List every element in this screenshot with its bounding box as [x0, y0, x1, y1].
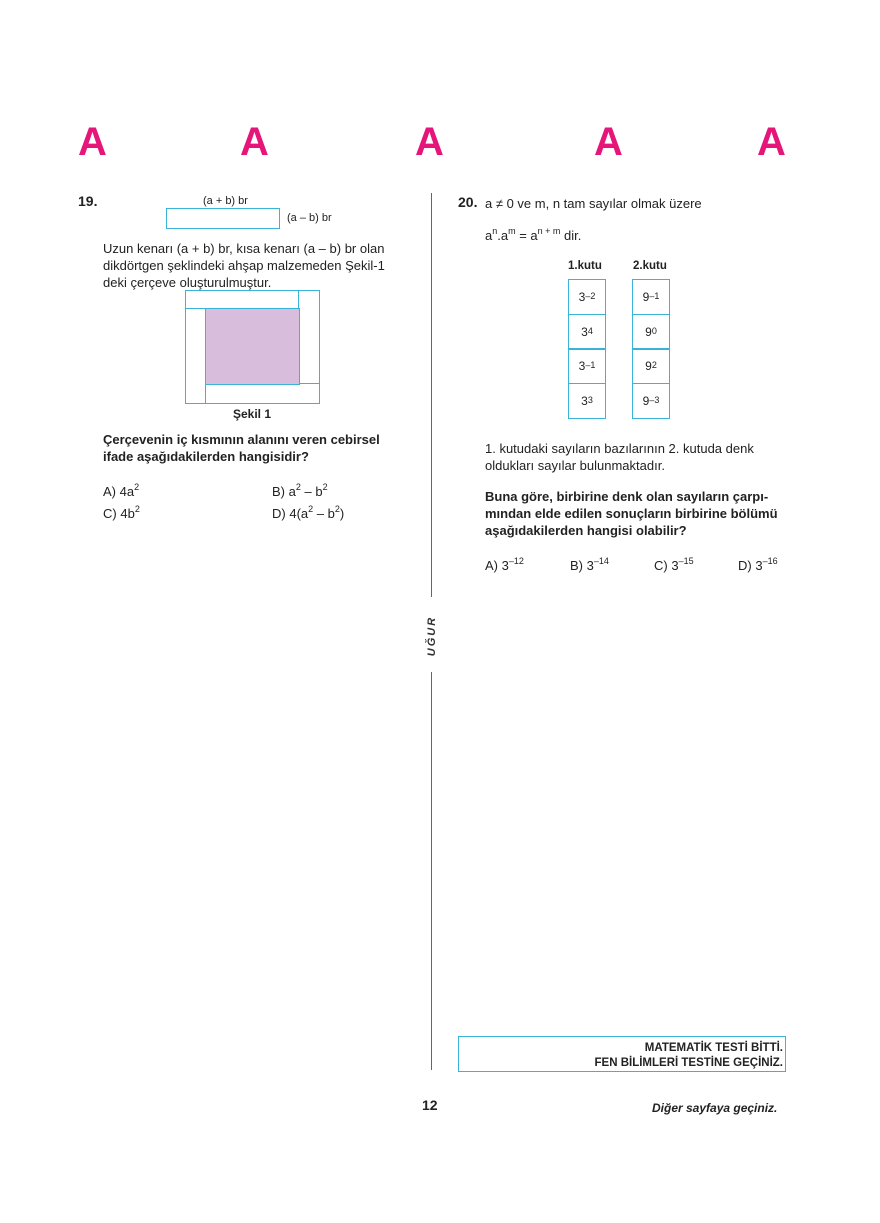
q19-frame-figure: [185, 290, 320, 404]
frame-left-strip: [185, 308, 207, 404]
q20-question-line-1: Buna göre, birbirine denk olan sayıların çarpı-: [485, 489, 769, 504]
question-20-number: 20.: [458, 194, 478, 210]
option-exponent: –16: [762, 555, 778, 566]
q20-question: [485, 488, 790, 539]
formula-exponent: n: [492, 225, 498, 236]
cell-base: 9: [642, 290, 650, 304]
frame-inner-area: [205, 308, 300, 385]
formula-part: = a: [515, 228, 538, 243]
option-exponent: 2: [334, 503, 340, 514]
box-2-cell: 9 $^{-3}$: [632, 383, 670, 419]
q19-option-b[interactable]: [272, 483, 328, 500]
option-exponent: 2: [308, 503, 314, 514]
option-text: A) 3: [485, 558, 509, 573]
box-2-cell: 9 $^0$: [632, 314, 670, 350]
q20-option-d[interactable]: [738, 557, 778, 574]
column-divider-top: [431, 193, 432, 597]
formula-part: a: [485, 228, 493, 243]
option-label: D): [272, 506, 286, 521]
booklet-letter-4: A: [594, 120, 623, 164]
cell-base: 3: [581, 393, 588, 408]
question-19-number: 19.: [78, 193, 98, 209]
spine-brand: [422, 612, 442, 662]
box-1-cell: 3 $^{-1}$: [568, 348, 606, 384]
option-text: 4a: [119, 484, 135, 499]
option-text: C) 3: [654, 558, 679, 573]
q20-option-a[interactable]: [485, 557, 524, 574]
end-notice-line-1: MATEMATİK TESTİ BİTTİ.: [644, 1042, 783, 1054]
option-text: a: [288, 484, 296, 499]
option-text: 4b: [120, 506, 135, 521]
box-1-cell: 3 $^3$: [568, 383, 606, 419]
spine-brand-text: UĞUR: [426, 615, 438, 657]
booklet-letter-1: A: [78, 120, 107, 164]
q20-question-line-3: aşağıdakilerden hangisi olabilir?: [485, 523, 687, 538]
box-1-cell: 3 $^{-2}$: [568, 279, 606, 315]
q20-paragraph: [485, 440, 785, 474]
option-exponent: –15: [678, 555, 694, 566]
q19-paragraph-line-2: dikdörtgen şeklindeki ahşap malzemeden Şekil-1: [103, 258, 385, 273]
option-text: B) 3: [570, 558, 594, 573]
cell-base: 3: [578, 359, 586, 373]
option-exponent: 2: [322, 481, 328, 492]
option-text: D) 3: [738, 558, 763, 573]
q19-question-line-1: Çerçevenin iç kısmının alanını veren cebirsel: [103, 432, 380, 447]
end-of-test-notice: [458, 1036, 786, 1072]
box-1-cell: 3 $^4$: [568, 314, 606, 350]
q19-top-label: (a + b) br: [203, 195, 248, 207]
next-page-notice: Diğer sayfaya geçiniz.: [652, 1101, 778, 1115]
frame-bottom-strip: [205, 383, 320, 404]
formula-part: dir.: [560, 228, 582, 243]
option-exponent: 2: [295, 481, 301, 492]
q19-wood-strip: [166, 208, 280, 229]
booklet-letter-3: A: [415, 120, 444, 164]
option-label: C): [103, 506, 117, 521]
box-2-cell: 9 $^2$: [632, 348, 670, 384]
option-label: B): [272, 484, 285, 499]
q19-side-label: (a – b) br: [287, 212, 332, 224]
option-exponent: 2: [134, 481, 140, 492]
q19-figure-caption: Şekil 1: [233, 407, 272, 421]
q19-paragraph: [103, 240, 403, 291]
option-exponent: 2: [134, 503, 140, 514]
cell-base: 9: [645, 359, 652, 373]
q20-formula: [485, 227, 581, 244]
end-notice-line-2: FEN BİLİMLERİ TESTİNE GEÇİNİZ.: [594, 1057, 783, 1069]
q20-option-c[interactable]: [654, 557, 694, 574]
box-1-column: [568, 279, 606, 419]
option-exponent: –12: [508, 555, 524, 566]
option-text: – b: [300, 484, 323, 499]
page-number: 12: [422, 1097, 438, 1113]
option-text: ): [339, 506, 345, 521]
q20-paragraph-line-2: oldukları sayılar bulunmaktadır.: [485, 458, 665, 473]
cell-base: 9: [645, 324, 652, 339]
q19-option-a[interactable]: [103, 483, 139, 500]
q20-paragraph-line-1: 1. kutudaki sayıların bazılarının 2. kutuda denk: [485, 441, 754, 456]
q19-option-c[interactable]: [103, 505, 140, 522]
box-2-title: 2.kutu: [633, 260, 667, 272]
column-divider-bottom: [431, 672, 432, 1070]
frame-top-strip: [185, 290, 300, 310]
option-label: A): [103, 484, 116, 499]
q19-paragraph-line-1: Uzun kenarı (a + b) br, kısa kenarı (a – b) br olan: [103, 241, 385, 256]
formula-part: .a: [497, 228, 509, 243]
q20-intro: a ≠ 0 ve m, n tam sayılar olmak üzere: [485, 196, 702, 211]
frame-right-strip: [298, 290, 320, 385]
box-2-cell: 9 $^{-1}$: [632, 279, 670, 315]
q19-question: [103, 431, 403, 465]
q20-option-b[interactable]: [570, 557, 609, 574]
q19-option-d[interactable]: [272, 505, 344, 522]
formula-exponent: n + m: [537, 225, 561, 236]
box-2-column: [632, 279, 670, 419]
cell-base: 3: [581, 324, 588, 339]
q19-question-line-2: ifade aşağıdakilerden hangisidir?: [103, 449, 309, 464]
option-exponent: –14: [593, 555, 609, 566]
q19-paragraph-line-3: deki çerçeve oluşturulmuştur.: [103, 275, 272, 290]
booklet-letter-2: A: [240, 120, 269, 164]
cell-base: 9: [642, 393, 650, 408]
option-text: – b: [313, 506, 335, 521]
option-text: 4(a: [289, 506, 309, 521]
booklet-letter-5: A: [757, 120, 786, 164]
cell-base: 3: [578, 290, 586, 304]
box-1-title: 1.kutu: [568, 260, 602, 272]
q20-question-line-2: mından elde edilen sonuçların birbirine bölümü: [485, 506, 778, 521]
formula-exponent: m: [508, 225, 516, 236]
